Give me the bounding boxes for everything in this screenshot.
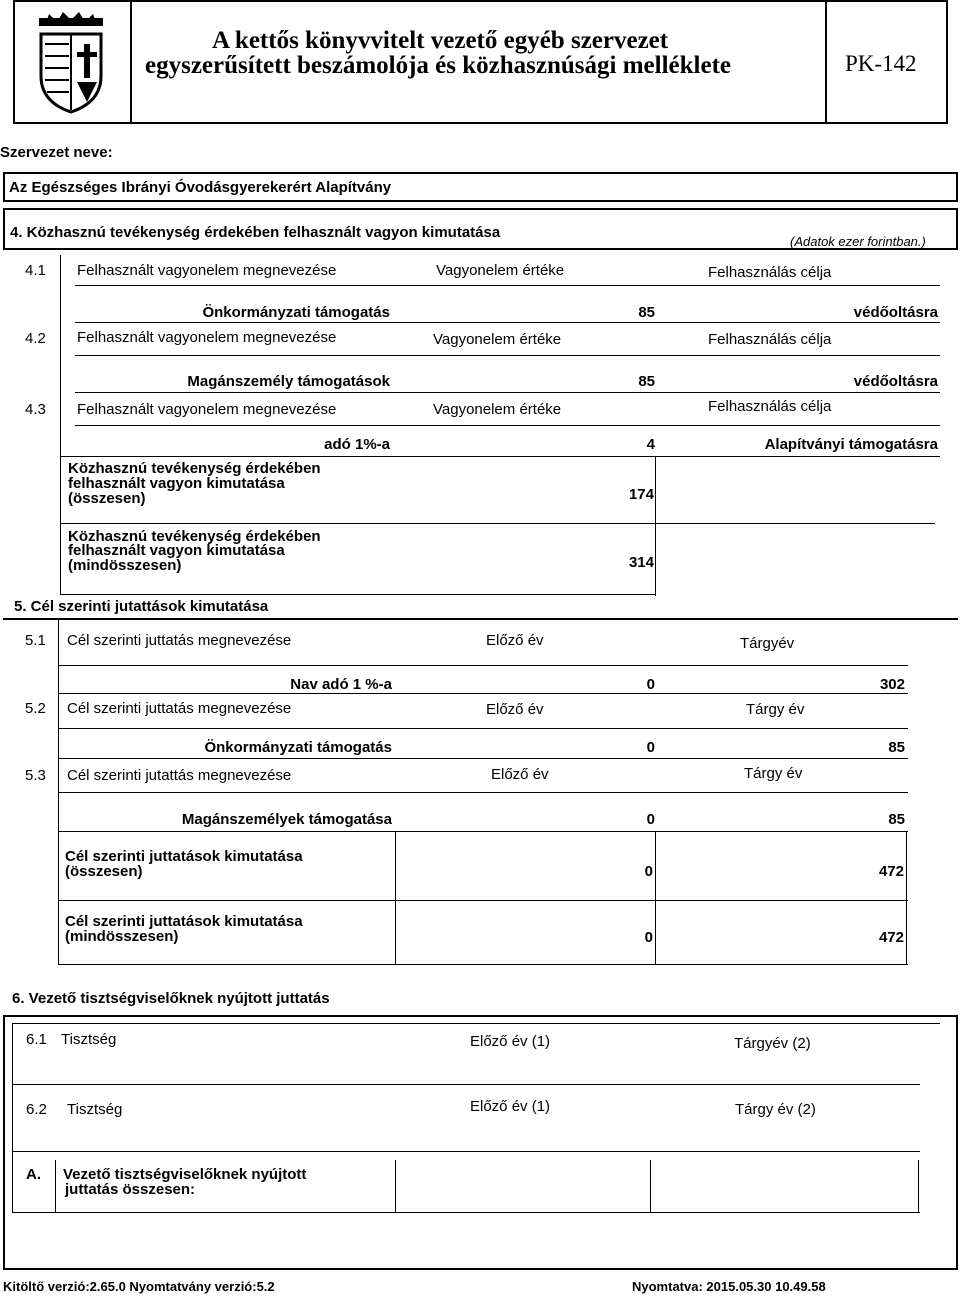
row-number: 5.1: [25, 632, 46, 649]
section5-title: 5. Cél szerinti jutattások kimutatása: [14, 598, 269, 615]
col-header-prev: Előző év: [491, 766, 549, 783]
grand-total-label-line3: (mindösszesen): [68, 557, 182, 574]
col-header-name: Felhasznált vagyonelem megnevezése: [77, 262, 337, 279]
total-value: 174: [628, 486, 654, 503]
unit-note: (Adatok ezer forintban.): [790, 234, 926, 249]
col-header-name: Cél szerinti jutattás megnevezése: [67, 767, 292, 784]
asset-purpose: Alapítványi támogatásra: [764, 436, 938, 453]
org-label: Szervezet neve:: [0, 144, 113, 161]
asset-name: adó 1%-a: [324, 436, 390, 453]
section6-frame: [3, 1015, 958, 1270]
benefit-prev: 0: [646, 739, 655, 756]
asset-value: 4: [646, 436, 655, 453]
col-header-prev: Előző év: [486, 632, 544, 649]
col-header-prev: Előző év (1): [470, 1033, 551, 1050]
row-number: 5.3: [25, 767, 46, 784]
col-header-name: Felhasznált vagyonelem megnevezése: [77, 401, 337, 418]
grand-total-value: 314: [628, 554, 654, 571]
benefit-curr: 85: [888, 739, 905, 756]
form-title-line2: egyszerűsített beszámolója és közhasznúsági melléklete: [145, 52, 731, 79]
col-header-prev: Előző év: [486, 701, 544, 718]
col-header-curr: Tárgyév: [740, 635, 795, 652]
col-header-value: Vagyonelem értéke: [433, 401, 562, 418]
coat-of-arms-icon: [35, 12, 107, 116]
row-number: 4.1: [25, 262, 46, 279]
row-number: 4.2: [25, 330, 46, 347]
asset-name: Önkormányzati támogatás: [202, 304, 390, 321]
total-label-line1: Közhasznú tevékenység érdekében: [68, 460, 321, 477]
footer-versions: Kitöltő verzió:2.65.0 Nyomtatvány verzió:5.2: [3, 1279, 275, 1294]
row-number: 6.2: [26, 1101, 47, 1118]
col-header-name: Tisztség: [61, 1031, 117, 1048]
col-header-name: Cél szerinti juttatás megnevezése: [67, 632, 292, 649]
col-header-curr: Tárgyév (2): [734, 1035, 811, 1052]
col-header-name: Tisztség: [67, 1101, 123, 1118]
org-name: Az Egészséges Ibrányi Óvodásgyerekerért Alapítvány: [9, 179, 392, 196]
total-label-line2: juttatás összesen:: [65, 1181, 196, 1198]
total-label-line2: (összesen): [65, 863, 143, 880]
asset-name: Magánszemély támogatások: [187, 373, 390, 390]
form-code: PK-142: [845, 51, 917, 76]
benefit-name: Magánszemélyek támogatása: [181, 811, 392, 828]
footer-printed: Nyomtatva: 2015.05.30 10.49.58: [632, 1279, 826, 1294]
col-header-prev: Előző év (1): [470, 1098, 551, 1115]
total-prev: 0: [644, 863, 653, 880]
grand-total-prev: 0: [644, 929, 653, 946]
col-header-name: Felhasznált vagyonelem megnevezése: [77, 329, 337, 346]
asset-purpose: védőoltásra: [853, 373, 938, 390]
form-title-line1: A kettős könyvvitelt vezető egyéb szervezet: [212, 27, 669, 54]
col-header-value: Vagyonelem értéke: [436, 262, 565, 279]
total-label-line1: Cél szerinti juttatások kimutatása: [65, 848, 303, 865]
col-header-value: Vagyonelem értéke: [433, 331, 562, 348]
asset-value: 85: [638, 304, 655, 321]
col-header-curr: Tárgy év (2): [735, 1101, 816, 1118]
row-number: 6.1: [26, 1031, 47, 1048]
benefit-prev: 0: [646, 676, 655, 693]
asset-value: 85: [638, 373, 655, 390]
asset-purpose: védőoltásra: [853, 304, 938, 321]
grand-total-label-line2: (mindösszesen): [65, 928, 179, 945]
total-label-line3: (összesen): [68, 490, 146, 507]
col-header-purpose: Felhasználás célja: [708, 264, 832, 281]
section6-title: 6. Vezető tisztségviselőknek nyújtott juttatás: [12, 990, 330, 1007]
col-header-purpose: Felhasználás célja: [708, 331, 832, 348]
benefit-curr: 85: [888, 811, 905, 828]
grand-total-label-line2: felhasznált vagyon kimutatása: [68, 542, 285, 559]
grand-total-curr: 472: [878, 929, 904, 946]
col-header-name: Cél szerinti juttatás megnevezése: [67, 700, 292, 717]
total-label-line2: felhasznált vagyon kimutatása: [68, 475, 285, 492]
row-number: A.: [26, 1166, 41, 1183]
grand-total-label-line1: Cél szerinti juttatások kimutatása: [65, 913, 303, 930]
col-header-purpose: Felhasználás célja: [708, 398, 832, 415]
benefit-prev: 0: [646, 811, 655, 828]
total-label-line1: Vezető tisztségviselőknek nyújtott: [63, 1166, 307, 1183]
benefit-name: Nav adó 1 %-a: [290, 676, 392, 693]
col-header-curr: Tárgy év: [746, 701, 805, 718]
grand-total-label-line1: Közhasznú tevékenység érdekében: [68, 528, 321, 545]
col-header-curr: Tárgy év: [744, 765, 803, 782]
row-number: 5.2: [25, 700, 46, 717]
benefit-name: Önkormányzati támogatás: [204, 739, 392, 756]
section4-title: 4. Közhasznú tevékenység érdekében felhasznált vagyon kimutatása: [10, 224, 501, 241]
row-number: 4.3: [25, 401, 46, 418]
total-curr: 472: [878, 863, 904, 880]
benefit-curr: 302: [879, 676, 905, 693]
